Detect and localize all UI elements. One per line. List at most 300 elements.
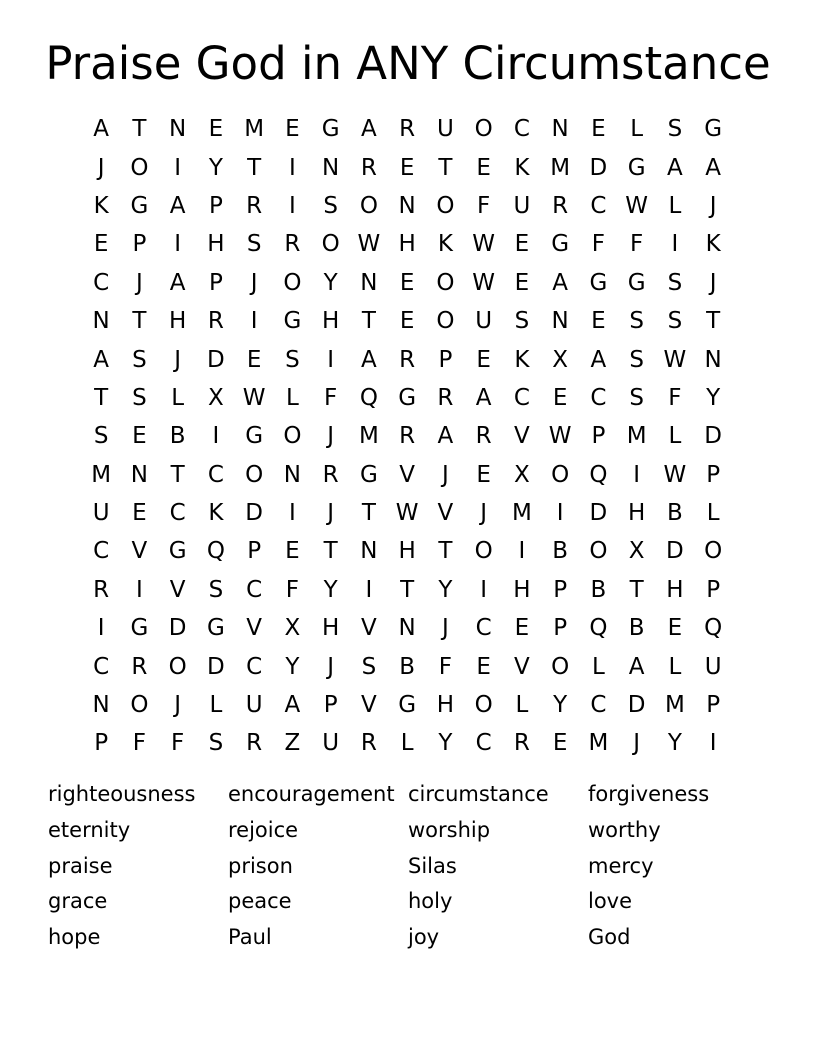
word-bank-item: God [588, 925, 631, 949]
grid-cell[interactable]: S [667, 308, 683, 335]
grid-cell[interactable]: O [551, 653, 570, 680]
grid-cell[interactable]: V [361, 692, 377, 719]
grid-cell[interactable]: N [130, 461, 148, 488]
grid-cell[interactable]: O [474, 116, 493, 143]
grid-cell[interactable]: K [93, 192, 109, 219]
grid-cell[interactable]: O [474, 692, 493, 719]
grid-cell[interactable]: G [283, 308, 302, 335]
grid-cell[interactable]: B [666, 500, 683, 527]
grid-cell[interactable]: H [321, 308, 340, 335]
grid-cell[interactable]: A [590, 346, 607, 373]
grid-cell[interactable]: K [705, 231, 721, 258]
grid-cell[interactable]: G [206, 615, 225, 642]
grid-cell[interactable]: S [323, 192, 338, 219]
grid-cell[interactable]: J [97, 154, 105, 181]
grid-cell[interactable]: J [633, 730, 641, 757]
grid-cell[interactable]: F [324, 384, 338, 411]
grid-cell[interactable]: L [515, 692, 529, 719]
grid-cell[interactable]: O [474, 538, 493, 565]
grid-cell[interactable]: O [436, 308, 455, 335]
grid-cell[interactable]: A [475, 384, 492, 411]
grid-cell[interactable]: F [171, 730, 185, 757]
grid-cell[interactable]: E [552, 730, 568, 757]
grid-cell[interactable]: U [322, 730, 340, 757]
grid-cell[interactable]: I [633, 461, 641, 488]
grid-cell[interactable]: N [169, 116, 187, 143]
grid-cell[interactable]: A [552, 269, 568, 296]
grid-cell[interactable]: M [358, 423, 379, 450]
grid-cell[interactable]: O [283, 423, 302, 450]
grid-cell[interactable]: U [704, 653, 722, 680]
grid-cell[interactable]: I [288, 192, 296, 219]
grid-cell[interactable]: I [480, 576, 488, 603]
grid-cell[interactable]: P [706, 576, 721, 603]
grid-cell[interactable]: Y [438, 730, 453, 757]
grid-cell[interactable]: D [589, 500, 608, 527]
grid-cell[interactable]: S [667, 269, 683, 296]
grid-cell[interactable]: C [513, 116, 530, 143]
grid-cell[interactable]: D [207, 346, 225, 373]
grid-cell[interactable]: Q [704, 615, 723, 642]
grid-cell[interactable]: R [93, 576, 110, 603]
grid-cell[interactable]: Y [706, 384, 721, 411]
grid-cell[interactable]: Y [438, 576, 453, 603]
grid-cell[interactable]: K [437, 231, 453, 258]
grid-cell[interactable]: G [168, 538, 187, 565]
grid-cell[interactable]: W [548, 423, 572, 450]
grid-cell[interactable]: R [360, 730, 377, 757]
word-bank-item: praise [48, 853, 113, 878]
grid-cell[interactable]: D [666, 538, 684, 565]
grid-cell[interactable]: I [212, 423, 220, 450]
grid-cell[interactable]: J [441, 461, 449, 488]
grid-cell[interactable]: R [513, 730, 530, 757]
grid-cell[interactable]: E [514, 231, 530, 258]
grid-cell[interactable]: N [704, 346, 722, 373]
grid-cell[interactable]: B [169, 423, 186, 450]
grid-cell[interactable]: W [395, 500, 419, 527]
grid-cell[interactable]: W [472, 231, 495, 258]
grid-cell[interactable]: P [94, 730, 109, 757]
grid-cell[interactable]: V [514, 423, 530, 450]
grid-cell[interactable]: S [361, 653, 377, 680]
grid-cell[interactable]: S [629, 308, 644, 335]
grid-cell[interactable]: I [174, 231, 182, 258]
grid-cell[interactable]: E [591, 308, 606, 335]
grid-cell[interactable]: T [361, 500, 376, 527]
grid-cell[interactable]: H [398, 231, 416, 258]
grid-cell[interactable]: W [663, 346, 687, 373]
grid-cell[interactable]: X [284, 615, 301, 642]
grid-cell[interactable]: T [323, 538, 338, 565]
grid-cell[interactable]: M [550, 154, 571, 181]
grid-cell[interactable]: E [208, 116, 224, 143]
grid-cell[interactable]: A [705, 154, 721, 181]
grid-cell[interactable]: S [208, 730, 224, 757]
grid-cell[interactable]: U [436, 116, 454, 143]
grid-cell[interactable]: A [667, 154, 683, 181]
grid-cell[interactable]: J [327, 500, 335, 527]
grid-cell[interactable]: T [170, 461, 185, 488]
grid-cell[interactable]: T [132, 116, 147, 143]
grid-cell[interactable]: O [704, 538, 723, 565]
grid-cell[interactable]: J [327, 653, 335, 680]
grid-cell[interactable]: Y [285, 653, 300, 680]
grid-cell[interactable]: V [399, 461, 415, 488]
grid-cell[interactable]: C [590, 384, 607, 411]
grid-cell[interactable]: E [514, 269, 530, 296]
grid-cell[interactable]: T [438, 538, 453, 565]
grid-cell[interactable]: J [441, 615, 449, 642]
grid-cell[interactable]: R [246, 192, 263, 219]
grid-cell[interactable]: R [322, 461, 339, 488]
grid-cell[interactable]: D [168, 615, 187, 642]
grid-cell[interactable]: S [208, 576, 224, 603]
grid-cell[interactable]: G [627, 269, 646, 296]
grid-cell[interactable]: M [664, 692, 685, 719]
grid-cell[interactable]: A [628, 653, 645, 680]
grid-cell[interactable]: T [400, 576, 415, 603]
grid-cell[interactable]: X [628, 538, 645, 565]
grid-cell[interactable]: F [630, 231, 644, 258]
grid-cell[interactable]: L [209, 692, 223, 719]
grid-cell[interactable]: R [131, 653, 148, 680]
grid-cell[interactable]: E [399, 154, 415, 181]
grid-cell[interactable]: D [207, 653, 225, 680]
grid-cell[interactable]: A [169, 192, 186, 219]
grid-cell[interactable]: S [629, 346, 644, 373]
grid-cell[interactable]: V [131, 538, 148, 565]
word-bank-item: mercy [588, 853, 654, 878]
grid-cell[interactable]: G [359, 461, 378, 488]
grid-cell[interactable]: T [629, 576, 644, 603]
word-bank-item: worthy [588, 817, 661, 842]
grid-cell[interactable]: Q [589, 461, 608, 488]
grid-cell[interactable]: O [130, 154, 149, 181]
grid-cell[interactable]: C [513, 384, 530, 411]
grid-cell[interactable]: O [551, 461, 570, 488]
grid-cell[interactable]: P [208, 192, 223, 219]
grid-cell[interactable]: S [132, 384, 147, 411]
grid-cell[interactable]: W [625, 192, 648, 219]
grid-cell[interactable]: C [246, 576, 263, 603]
grid-cell[interactable]: P [247, 538, 262, 565]
grid-cell[interactable]: N [398, 192, 416, 219]
grid-cell[interactable]: S [93, 423, 109, 450]
grid-cell[interactable]: G [627, 154, 646, 181]
grid-cell[interactable]: S [667, 116, 683, 143]
grid-cell[interactable]: A [361, 346, 377, 373]
grid-cell[interactable]: K [514, 154, 530, 181]
grid-cell[interactable]: S [132, 346, 147, 373]
grid-cell[interactable]: L [668, 192, 682, 219]
grid-cell[interactable]: O [245, 461, 264, 488]
grid-cell[interactable]: I [518, 538, 526, 565]
grid-cell[interactable]: V [361, 615, 377, 642]
grid-cell[interactable]: P [706, 461, 721, 488]
grid-cell[interactable]: F [132, 730, 146, 757]
grid-cell[interactable]: N [283, 461, 301, 488]
grid-cell[interactable]: T [438, 154, 453, 181]
grid-cell[interactable]: X [552, 346, 568, 373]
grid-cell[interactable]: L [171, 384, 185, 411]
grid-cell[interactable]: J [135, 269, 143, 296]
grid-cell[interactable]: P [706, 692, 721, 719]
grid-cell[interactable]: A [437, 423, 454, 450]
grid-cell[interactable]: P [553, 576, 568, 603]
word-bank-item: circumstance [408, 782, 549, 806]
grid-cell[interactable]: O [130, 692, 149, 719]
grid-cell[interactable]: O [436, 192, 455, 219]
word-bank-item: Paul [228, 925, 272, 949]
grid-cell[interactable]: H [513, 576, 531, 603]
grid-cell[interactable]: G [130, 615, 149, 642]
grid-cell[interactable]: X [207, 384, 224, 411]
grid-cell[interactable]: U [475, 308, 493, 335]
grid-cell[interactable]: J [709, 269, 717, 296]
grid-cell[interactable]: R [399, 423, 416, 450]
grid-cell[interactable]: E [399, 308, 415, 335]
grid-cell[interactable]: I [327, 346, 335, 373]
grid-cell[interactable]: A [169, 269, 186, 296]
grid-cell[interactable]: I [288, 500, 296, 527]
grid-cell[interactable]: W [242, 384, 266, 411]
grid-cell[interactable]: A [93, 116, 109, 143]
grid-cell[interactable]: R [399, 346, 416, 373]
grid-cell[interactable]: M [588, 730, 609, 757]
grid-cell[interactable]: N [322, 154, 340, 181]
grid-cell[interactable]: C [475, 615, 492, 642]
grid-cell[interactable]: R [399, 116, 416, 143]
grid-cell[interactable]: R [437, 384, 454, 411]
grid-cell[interactable]: G [551, 231, 570, 258]
grid-cell[interactable]: L [400, 730, 414, 757]
grid-cell[interactable]: E [132, 423, 147, 450]
grid-cell[interactable]: A [284, 692, 301, 719]
grid-cell[interactable]: R [552, 192, 569, 219]
grid-cell[interactable]: I [671, 231, 679, 258]
grid-cell[interactable]: J [327, 423, 335, 450]
grid-cell[interactable]: P [553, 615, 568, 642]
grid-cell[interactable]: W [357, 231, 381, 258]
word-bank-item: rejoice [228, 817, 299, 842]
grid-cell[interactable]: J [250, 269, 258, 296]
grid-cell[interactable]: E [667, 615, 683, 642]
grid-cell[interactable]: I [709, 730, 717, 757]
grid-cell[interactable]: D [245, 500, 263, 527]
grid-cell[interactable]: U [92, 500, 110, 527]
grid-cell[interactable]: Y [208, 154, 223, 181]
grid-cell[interactable]: O [283, 269, 302, 296]
grid-cell[interactable]: R [475, 423, 492, 450]
grid-cell[interactable]: C [93, 538, 110, 565]
grid-cell[interactable]: O [436, 269, 455, 296]
grid-cell[interactable]: G [398, 692, 417, 719]
grid-cell[interactable]: G [704, 116, 723, 143]
grid-cell[interactable]: K [208, 500, 224, 527]
grid-cell[interactable]: W [663, 461, 687, 488]
grid-cell[interactable]: O [359, 192, 378, 219]
grid-cell[interactable]: C [475, 730, 492, 757]
grid-cell[interactable]: L [668, 653, 682, 680]
letter-grid [82, 110, 732, 763]
grid-cell[interactable]: C [93, 269, 110, 296]
grid-cell[interactable]: K [514, 346, 530, 373]
grid-cell[interactable]: M [626, 423, 647, 450]
grid-cell[interactable]: I [288, 154, 296, 181]
grid-cell[interactable]: J [480, 500, 488, 527]
grid-cell[interactable]: E [476, 154, 491, 181]
grid-cell[interactable]: S [514, 308, 530, 335]
grid-cell[interactable]: E [476, 653, 491, 680]
grid-cell[interactable]: F [668, 384, 682, 411]
grid-cell[interactable]: J [174, 346, 182, 373]
grid-cell[interactable]: Y [323, 269, 338, 296]
grid-cell[interactable]: R [246, 730, 263, 757]
grid-cell[interactable]: N [551, 308, 569, 335]
grid-cell[interactable]: B [590, 576, 607, 603]
grid-cell[interactable]: T [247, 154, 262, 181]
grid-cell[interactable]: J [709, 192, 717, 219]
grid-cell[interactable]: O [168, 653, 187, 680]
grid-cell[interactable]: N [360, 538, 378, 565]
grid-cell[interactable]: T [706, 308, 721, 335]
grid-cell[interactable]: S [285, 346, 300, 373]
grid-cell[interactable]: H [436, 692, 455, 719]
grid-cell[interactable]: E [399, 269, 415, 296]
grid-cell[interactable]: T [94, 384, 109, 411]
grid-cell[interactable]: E [476, 346, 491, 373]
grid-cell[interactable]: C [207, 461, 224, 488]
grid-cell[interactable]: A [361, 116, 377, 143]
grid-cell[interactable]: C [93, 653, 110, 680]
grid-cell[interactable]: X [513, 461, 530, 488]
grid-cell[interactable]: E [514, 615, 530, 642]
grid-cell[interactable]: N [92, 308, 110, 335]
grid-cell[interactable]: D [627, 692, 646, 719]
grid-cell[interactable]: P [438, 346, 453, 373]
grid-cell[interactable]: J [174, 692, 182, 719]
grid-cell[interactable]: I [174, 154, 182, 181]
grid-cell[interactable]: G [589, 269, 608, 296]
grid-cell[interactable]: E [132, 500, 147, 527]
grid-cell[interactable]: B [399, 653, 416, 680]
grid-cell[interactable]: M [511, 500, 532, 527]
grid-cell[interactable]: P [132, 231, 147, 258]
grid-cell[interactable]: H [398, 538, 416, 565]
grid-cell[interactable]: V [514, 653, 530, 680]
grid-cell[interactable]: L [630, 116, 644, 143]
grid-cell[interactable]: W [472, 269, 495, 296]
grid-cell[interactable]: P [323, 692, 338, 719]
grid-cell[interactable]: E [476, 461, 491, 488]
grid-cell[interactable]: M [91, 461, 112, 488]
grid-cell[interactable]: H [321, 615, 340, 642]
grid-cell[interactable]: Y [667, 730, 682, 757]
grid-cell[interactable]: P [591, 423, 606, 450]
grid-cell[interactable]: H [627, 500, 646, 527]
grid-cell[interactable]: B [552, 538, 569, 565]
grid-cell[interactable]: D [704, 423, 722, 450]
grid-cell[interactable]: T [132, 308, 147, 335]
grid-cell[interactable]: R [207, 308, 224, 335]
grid-cell[interactable]: R [360, 154, 377, 181]
grid-cell[interactable]: N [398, 615, 416, 642]
grid-cell[interactable]: L [706, 500, 720, 527]
grid-cell[interactable]: N [360, 269, 378, 296]
grid-cell[interactable]: E [552, 384, 568, 411]
grid-cell[interactable]: E [246, 346, 262, 373]
word-bank-item: joy [408, 925, 440, 949]
grid-cell[interactable]: S [629, 384, 644, 411]
grid-cell[interactable]: I [556, 500, 564, 527]
grid-cell[interactable]: C [246, 653, 263, 680]
grid-cell[interactable]: G [398, 384, 417, 411]
grid-cell[interactable]: H [207, 231, 225, 258]
grid-cell[interactable]: E [591, 116, 606, 143]
grid-cell[interactable]: V [437, 500, 454, 527]
grid-cell[interactable]: S [246, 231, 262, 258]
grid-cell[interactable]: P [208, 269, 223, 296]
grid-cell[interactable]: I [135, 576, 143, 603]
grid-cell[interactable]: Q [206, 538, 225, 565]
grid-cell[interactable]: V [246, 615, 262, 642]
grid-cell[interactable]: V [169, 576, 186, 603]
grid-cell[interactable]: Z [284, 730, 301, 757]
grid-cell[interactable]: Y [323, 576, 338, 603]
grid-cell[interactable]: Q [359, 384, 378, 411]
word-bank-item: grace [48, 889, 108, 914]
grid-cell[interactable]: A [93, 346, 109, 373]
grid-cell[interactable]: N [551, 116, 569, 143]
grid-cell[interactable]: F [285, 576, 299, 603]
grid-cell[interactable]: U [245, 692, 263, 719]
grid-cell[interactable]: U [513, 192, 531, 219]
grid-cell[interactable]: O [321, 231, 340, 258]
grid-cell[interactable]: I [97, 615, 105, 642]
grid-cell[interactable]: Q [589, 615, 608, 642]
grid-cell[interactable]: G [321, 116, 340, 143]
grid-cell[interactable]: I [250, 308, 258, 335]
grid-cell[interactable]: L [668, 423, 682, 450]
grid-cell[interactable]: H [168, 308, 187, 335]
grid-cell[interactable]: D [589, 154, 608, 181]
grid-cell[interactable]: E [285, 116, 300, 143]
grid-cell[interactable]: M [244, 116, 265, 143]
grid-cell[interactable]: I [365, 576, 373, 603]
grid-cell[interactable]: O [589, 538, 608, 565]
puzzle-title: Praise God in ANY Circumstance [45, 37, 771, 90]
grid-cell[interactable]: R [284, 231, 301, 258]
grid-cell[interactable]: F [591, 231, 605, 258]
grid-cell[interactable]: T [361, 308, 376, 335]
grid-cell[interactable]: G [130, 192, 149, 219]
grid-cell[interactable]: C [169, 500, 186, 527]
grid-cell[interactable]: B [628, 615, 645, 642]
grid-cell[interactable]: N [92, 692, 110, 719]
grid-cell[interactable]: F [477, 192, 491, 219]
grid-cell[interactable]: L [591, 653, 605, 680]
grid-cell[interactable]: F [438, 653, 452, 680]
grid-cell[interactable]: H [666, 576, 684, 603]
grid-cell[interactable]: Y [553, 692, 568, 719]
grid-cell[interactable]: C [590, 192, 607, 219]
grid-cell[interactable]: E [285, 538, 300, 565]
grid-cell[interactable]: L [285, 384, 299, 411]
grid-cell[interactable]: C [590, 692, 607, 719]
grid-cell[interactable]: G [245, 423, 264, 450]
grid-cell[interactable]: E [93, 231, 109, 258]
